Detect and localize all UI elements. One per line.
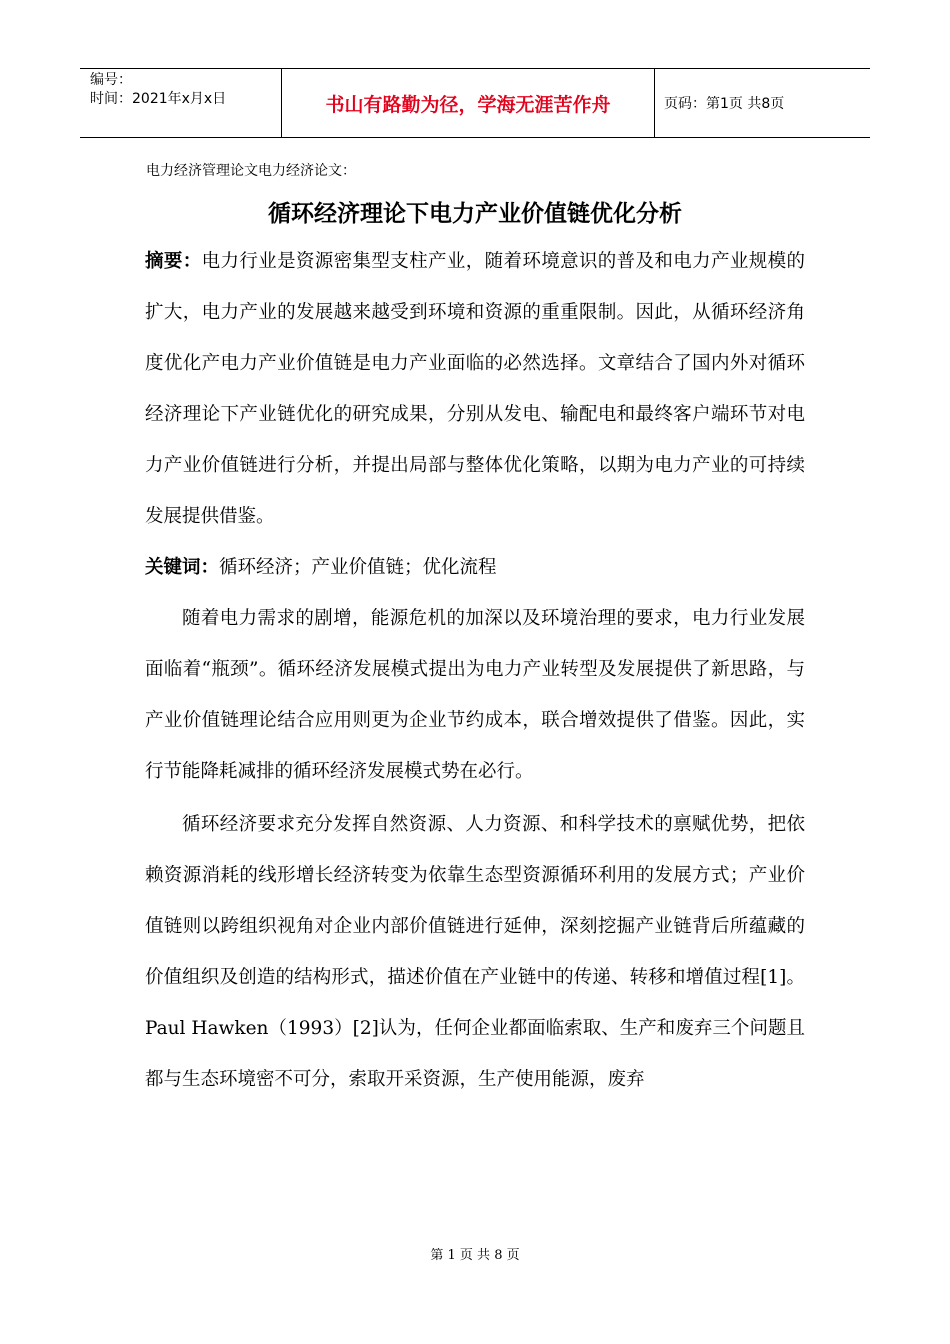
- document-number-label: 编号：: [90, 72, 132, 88]
- body-paragraph: 随着电力需求的剧增，能源危机的加深以及环境治理的要求，电力行业发展面临着“瓶颈”。循环经济发展模式提出为电力产业转型及发展提供了新思路，与产业价值链理论结合应用则更为企业节约成本，联合增效提供了借鉴。因此，实行节能降耗减排的循环经济发展模式势在必行。: [145, 608, 805, 782]
- article-body: [145, 236, 805, 1105]
- abstract-label: 摘要：: [145, 251, 202, 272]
- abstract-text: 电力行业是资源密集型支柱产业，随着环境意识的普及和电力产业规模的扩大，电力产业的发展越来越受到环境和资源的重重限制。因此，从循环经济角度优化产电力产业价值链是电力产业面临的必然选择。文章结合了国内外对循环经济理论下产业链优化的研究成果，分别从发电、输配电和最终客户端环节对电力产业价值链进行分析，并提出局部与整体优化策略，以期为电力产业的可持续发展提供借鉴。: [145, 251, 805, 527]
- source-line: 电力经济管理论文电力经济论文：: [146, 163, 356, 179]
- page-footer: 第 1 页 共 8 页: [430, 1248, 520, 1263]
- keywords-label: 关键词：: [145, 557, 220, 578]
- body-paragraph: 循环经济要求充分发挥自然资源、人力资源、和科学技术的禀赋优势，把依赖资源消耗的线形增长经济转变为依靠生态型资源循环利用的发展方式；产业价值链则以跨组织视角对企业内部价值链进行延伸，深刻挖掘产业链背后所蕴藏的价值组织及创造的结构形式，描述价值在产业链中的传递、转移和增值过程[1]。Paul Hawken（1993）[2]认为，任何企业都面临索取、生产和废弃三个问题且都与生态环境密不可分，索取开采资源，生产使用能源，废弃: [145, 814, 805, 1090]
- header-table: [80, 68, 870, 138]
- header-motto: 书山有路勤为径，学海无涯苦作舟: [282, 69, 655, 137]
- document-date: 时间：2021年x月x日: [90, 91, 227, 107]
- keywords-paragraph: [145, 542, 805, 593]
- article-title: 循环经济理论下电力产业价值链优化分析: [268, 201, 682, 227]
- header-meta-cell: [80, 69, 282, 137]
- header-page-info: 页码：第1页 共8页: [664, 96, 785, 112]
- abstract-paragraph: [145, 236, 805, 542]
- keywords-text: 循环经济；产业价值链；优化流程: [219, 557, 497, 578]
